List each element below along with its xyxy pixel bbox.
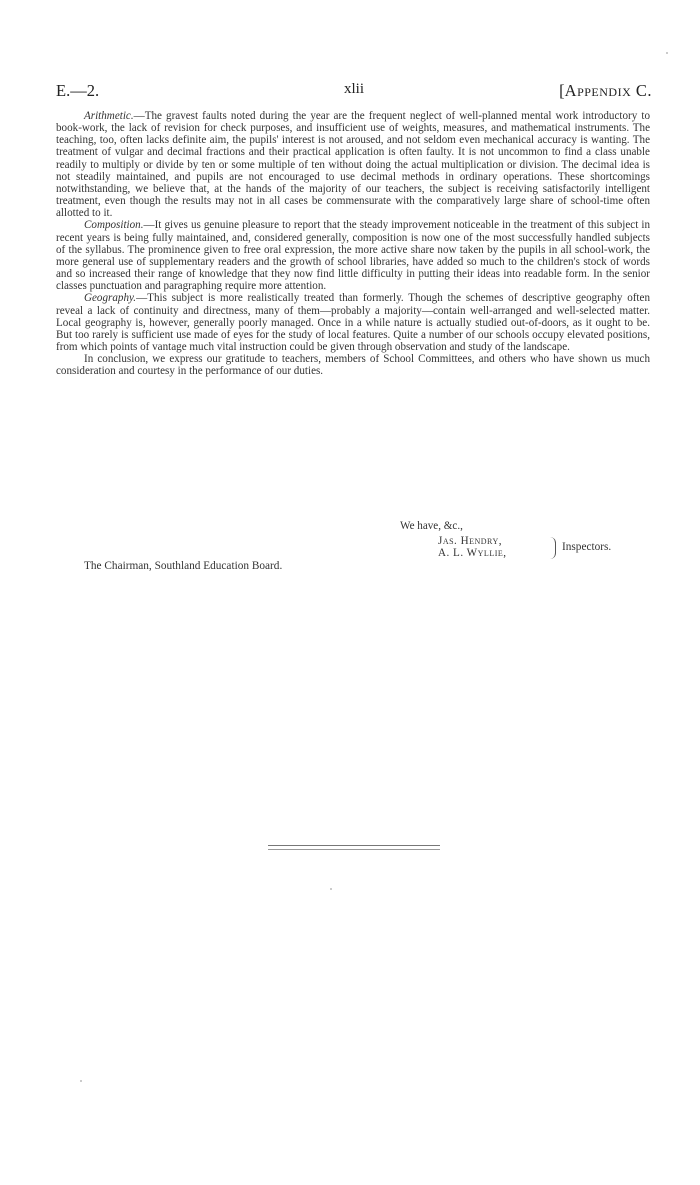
appendix-bracket: [ <box>559 81 565 100</box>
section-divider <box>268 845 440 850</box>
appendix-label <box>559 81 652 101</box>
page-number: xlii <box>343 81 364 97</box>
scan-speck <box>80 1080 82 1082</box>
text-composition: —It gives us genuine pleasure to report that the steady improvement noticeable in the treatment of this subject in recent years is being fully maintained, and, considered generally, composition is now one of the most successfully handled subjects of the syllabus. The prominence given to free oral expression, the more active share now taken by the pupils in all school-work, the more general use of supplementary readers and the growth of school libraries, have added so much to the children's stock of words and so increased their range of knowledge that they now find little difficulty in putting their ideas into readable form. In the senior classes punctuation and paragraphing require more attention. <box>56 219 650 293</box>
addressee: The Chairman, Southland Education Board. <box>84 560 283 572</box>
brace-icon <box>550 537 556 559</box>
text-geography: —This subject is more realistically treated than formerly. Though the schemes of descriptive geography often reveal a lack of continuity and directness, many of them—probably a majority—contain well-arranged and well-selected matter. Local geography is, however, generally poorly managed. Once in a while nature is actually studied out-of-doors, as it ought to be. But too rarely is sufficient use made of eyes for the study of local features. Quite a number of our schools occupy elevated positions, from which points of vantage much vital instruction could be given through observation and study of the landscape. <box>56 292 650 353</box>
signatory-role: Inspectors. <box>562 540 612 553</box>
paragraph-arithmetic <box>56 110 650 219</box>
paragraph-conclusion <box>56 353 650 377</box>
paragraph-composition <box>56 219 650 292</box>
heading-arithmetic: Arithmetic. <box>84 110 134 122</box>
appendix-text: Appendix C. <box>564 81 652 100</box>
heading-geography: Geography. <box>84 292 137 305</box>
report-body <box>56 110 650 377</box>
text-arithmetic: —The gravest faults noted during the year are the frequent neglect of well-planned mental work introductory to book-work, the lack of revision for check purposes, and insufficient use of weights, measures, and mathematical instruments. The teaching, too, often lacks definite aim, the pupils' interest is not aroused, and not seldom even mechanical accuracy is wanting. The treatment of vulgar and decimal fractions and their practical application is often faulty. It is not uncommon to find a class unable readily to multiply or divide by ten or some multiple of ten without doing the actual multiplication or division. The decimal idea is not steadily maintained, and pupils are not encouraged to use decimal methods in ordinary operations. These shortcomings notwithstanding, we believe that, at the hands of the majority of our teachers, the subject is receiving satisfactorily intelligent treatment, even though the results may not in all cases be commensurate with the comparatively large share of school-time often allotted to it. <box>56 110 650 220</box>
signatory-hendry: Jas. Hendry, <box>438 534 502 547</box>
closing-salutation: We have, &c., <box>400 520 463 532</box>
scan-speck <box>330 888 332 890</box>
text-conclusion: In conclusion, we express our gratitude to teachers, members of School Committees, and others who have shown us much consideration and courtesy in the performance of our duties. <box>56 353 650 378</box>
page-header <box>56 81 652 105</box>
scan-speck <box>666 52 668 54</box>
signatory-wyllie: A. L. Wyllie, <box>438 547 507 559</box>
report-code: E.—2. <box>56 81 100 100</box>
paragraph-geography <box>56 292 650 353</box>
signoff-block <box>400 520 650 560</box>
heading-composition: Composition. <box>84 219 144 232</box>
signatories <box>438 535 650 560</box>
